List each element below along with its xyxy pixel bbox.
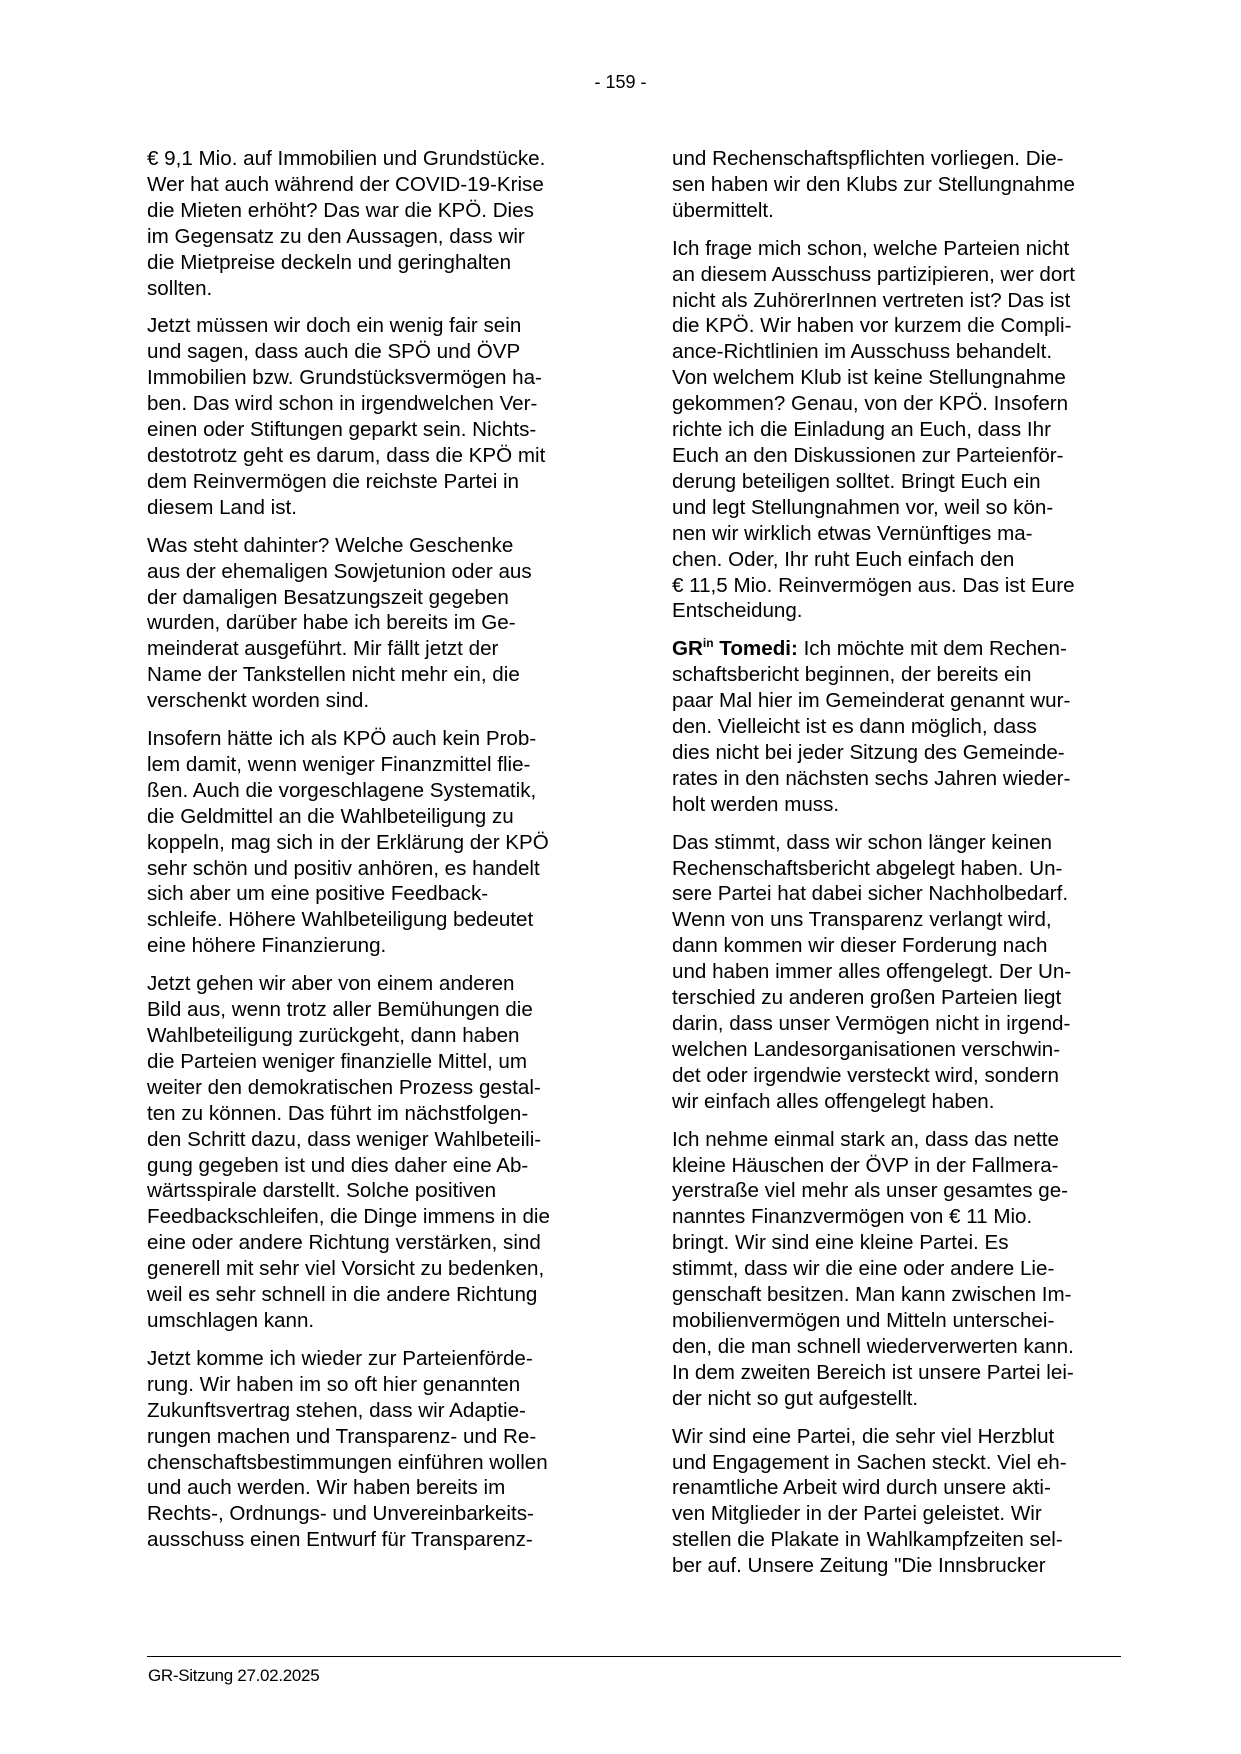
text-line: ven Mitglieder in der Partei geleistet. Wir — [672, 1502, 1042, 1526]
text-line: Ich frage mich schon, welche Parteien nicht — [672, 236, 1070, 260]
text-line: eine höhere Finanzierung. — [147, 934, 387, 958]
text-line: und haben immer alles offengelegt. Der Un- — [672, 960, 1072, 984]
text-line: terschied zu anderen großen Parteien liegt — [672, 986, 1062, 1010]
text-line: den. Vielleicht ist es dann möglich, dass — [672, 715, 1037, 739]
text-line: nen wir wirklich etwas Vernünftiges ma- — [672, 521, 1033, 545]
text-line: ten zu können. Das führt im nächstfolgen- — [147, 1101, 529, 1125]
text-line: die Mietpreise deckeln und geringhalten — [147, 250, 512, 274]
text-line: In dem zweiten Bereich ist unsere Partei lei- — [672, 1360, 1074, 1384]
text-line: schaftsbericht beginnen, der bereits ein — [672, 663, 1032, 687]
text-line: Ich nehme einmal stark an, dass das nette — [672, 1127, 1059, 1151]
text-line: stellen die Plakate in Wahlkampfzeiten sel- — [672, 1528, 1063, 1552]
paragraph — [672, 636, 1132, 817]
text-line: rates in den nächsten sechs Jahren wieder- — [672, 766, 1071, 790]
text-line: dann kommen wir dieser Forderung nach — [672, 934, 1048, 958]
paragraph — [672, 1424, 1132, 1579]
text-line: generell mit sehr viel Vorsicht zu bedenken, — [147, 1257, 545, 1281]
text-line: Was steht dahinter? Welche Geschenke — [147, 533, 514, 557]
paragraph — [147, 726, 607, 959]
speaker-title: GR — [672, 637, 703, 661]
text-line: det oder irgendwie versteckt wird, sondern — [672, 1063, 1059, 1087]
text-line: übermittelt. — [672, 198, 774, 222]
text-line: Bild aus, wenn trotz aller Bemühungen die — [147, 998, 533, 1022]
text-line: koppeln, mag sich in der Erklärung der KPÖ — [147, 830, 549, 854]
text-line: sollten. — [147, 276, 213, 300]
text-line: der nicht so gut aufgestellt. — [672, 1386, 919, 1410]
text-line: Rechts-, Ordnungs- und Unvereinbarkeits- — [147, 1502, 534, 1526]
text-line: sere Partei hat dabei sicher Nachholbedarf. — [672, 882, 1069, 906]
text-line: richte ich die Einladung an Euch, dass Ihr — [672, 418, 1051, 442]
text-line: lem damit, wenn weniger Finanzmittel flie- — [147, 752, 531, 776]
page-number: - 159 - — [594, 72, 647, 92]
text-line: Jetzt müssen wir doch ein wenig fair sein — [147, 314, 522, 338]
text-line: einen oder Stiftungen geparkt sein. Nichts- — [147, 418, 537, 442]
text-line: den, die man schnell wiederverwerten kann. — [672, 1334, 1074, 1358]
text-line: meinderat ausgeführt. Mir fällt jetzt der — [147, 637, 499, 661]
text-line: mobilienvermögen und Mitteln unterschei- — [672, 1308, 1055, 1332]
text-line: die Parteien weniger finanzielle Mittel, um — [147, 1049, 528, 1073]
text-line: wurden, darüber habe ich bereits im Ge- — [147, 611, 516, 635]
text-line: rung. Wir haben im so oft hier genannten — [147, 1372, 521, 1396]
paragraph — [147, 1346, 607, 1553]
text-line: an diesem Ausschuss partizipieren, wer dort — [672, 262, 1075, 286]
text-line: gung gegeben ist und dies daher eine Ab- — [147, 1153, 529, 1177]
paragraph — [147, 313, 607, 520]
text-line: ance-Richtlinien im Ausschuss behandelt. — [672, 340, 1053, 364]
text-line: Wenn von uns Transparenz verlangt wird, — [672, 908, 1052, 932]
text-line: wir einfach alles offengelegt haben. — [672, 1089, 995, 1113]
text-line: nanntes Finanzvermögen von € 11 Mio. — [672, 1205, 1033, 1229]
paragraph — [672, 1127, 1132, 1412]
text-line: umschlagen kann. — [147, 1308, 315, 1332]
text-line: holt werden muss. — [672, 792, 840, 816]
text-line: sich aber um eine positive Feedback- — [147, 882, 489, 906]
text-line: ßen. Auch die vorgeschlagene Systematik, — [147, 778, 537, 802]
paragraph — [672, 146, 1132, 224]
text-line: destotrotz geht es darum, dass die KPÖ mit — [147, 443, 546, 467]
paragraph — [672, 830, 1132, 1115]
text-line: wärtsspirale darstellt. Solche positiven — [147, 1179, 497, 1203]
text-line: gekommen? Genau, von der KPÖ. Insofern — [672, 392, 1069, 416]
footer-session-date: GR-Sitzung 27.02.2025 — [148, 1666, 320, 1685]
text-line: Feedbackschleifen, die Dinge immens in die — [147, 1205, 550, 1229]
text-line: chenschaftsbestimmungen einführen wollen — [147, 1450, 548, 1474]
paragraph — [147, 146, 607, 301]
text-line: Das stimmt, dass wir schon länger keinen — [672, 830, 1052, 854]
text-line: der damaligen Besatzungszeit gegeben — [147, 585, 509, 609]
text-line: stimmt, dass wir die eine oder andere Lie- — [672, 1257, 1055, 1281]
text-line: Immobilien bzw. Grundstücksvermögen ha- — [147, 366, 542, 390]
text-line: verschenkt worden sind. — [147, 689, 370, 713]
text-line: derung beteiligen solltet. Bringt Euch ein — [672, 469, 1041, 493]
text-line: Zukunftsvertrag stehen, dass wir Adaptie- — [147, 1398, 526, 1422]
text-line: Wer hat auch während der COVID-19-Krise — [147, 172, 544, 196]
paragraph — [147, 971, 607, 1334]
text-line: sen haben wir den Klubs zur Stellungnahme — [672, 172, 1075, 196]
text-line: Name der Tankstellen nicht mehr ein, die — [147, 663, 520, 687]
text-line: Insofern hätte ich als KPÖ auch kein Prob- — [147, 727, 537, 751]
text-line: chen. Oder, Ihr ruht Euch einfach den — [672, 547, 1015, 571]
footer-divider — [147, 1656, 1121, 1657]
text-line: genschaft besitzen. Man kann zwischen Im- — [672, 1283, 1072, 1307]
text-line: dem Reinvermögen die reichste Partei in — [147, 469, 520, 493]
left-column — [147, 146, 607, 1565]
speech-text: Ich möchte mit dem Rechen- — [797, 637, 1067, 661]
text-line: diesem Land ist. — [147, 495, 297, 519]
text-line: weil es sehr schnell in die andere Richtung — [147, 1283, 538, 1307]
text-line: € 11,5 Mio. Reinvermögen aus. Das ist Eure — [672, 573, 1075, 597]
text-line: ben. Das wird schon in irgendwelchen Ver- — [147, 392, 538, 416]
text-line: ber auf. Unsere Zeitung "Die Innsbrucker — [672, 1554, 1046, 1578]
text-line: renamtliche Arbeit wird durch unsere akti- — [672, 1476, 1051, 1500]
text-line: Euch an den Diskussionen zur Parteienför- — [672, 443, 1064, 467]
text-line: und Rechenschaftspflichten vorliegen. Die- — [672, 147, 1064, 170]
speaker-name — [672, 637, 798, 660]
text-line: und auch werden. Wir haben bereits im — [147, 1476, 506, 1500]
text-line: Wir sind eine Partei, die sehr viel Herzblut — [672, 1424, 1055, 1448]
text-line: nicht als ZuhörerInnen vertreten ist? Das ist — [672, 288, 1071, 312]
speaker-title-suffix: in — [702, 636, 714, 651]
text-line: ausschuss einen Entwurf für Transparenz- — [147, 1528, 533, 1552]
text-line: Rechenschaftsbericht abgelegt haben. Un- — [672, 856, 1063, 880]
text-line: € 9,1 Mio. auf Immobilien und Grundstücke. — [147, 147, 546, 170]
text-line: Von welchem Klub ist keine Stellungnahme — [672, 366, 1066, 390]
text-line: schleife. Höhere Wahlbeteiligung bedeutet — [147, 908, 534, 932]
text-line: darin, dass unser Vermögen nicht in irgend- — [672, 1012, 1071, 1035]
text-line: bringt. Wir sind eine kleine Partei. Es — [672, 1231, 1009, 1255]
text-line: rungen machen und Transparenz- und Re- — [147, 1424, 537, 1448]
text-line: welchen Landesorganisationen verschwin- — [672, 1037, 1061, 1061]
text-line: Entscheidung. — [672, 599, 803, 623]
text-line: den Schritt dazu, dass weniger Wahlbeteili- — [147, 1127, 542, 1151]
text-line: im Gegensatz zu den Aussagen, dass wir — [147, 224, 525, 248]
text-line: dies nicht bei jeder Sitzung des Gemeinde- — [672, 740, 1065, 764]
text-line: Jetzt komme ich wieder zur Parteienförde- — [147, 1346, 533, 1370]
text-line: Jetzt gehen wir aber von einem anderen — [147, 972, 515, 996]
text-line: sehr schön und positiv anhören, es handelt — [147, 856, 540, 880]
text-line: die KPÖ. Wir haben vor kurzem die Compli- — [672, 314, 1072, 338]
paragraph — [672, 236, 1132, 625]
text-line: yerstraße viel mehr als unser gesamtes ge- — [672, 1179, 1069, 1203]
text-line: und Engagement in Sachen steckt. Viel eh- — [672, 1450, 1067, 1474]
speaker-surname: Tomedi: — [719, 637, 798, 661]
text-line: eine oder andere Richtung verstärken, sind — [147, 1231, 541, 1255]
text-line — [672, 636, 1132, 662]
text-line: aus der ehemaligen Sowjetunion oder aus — [147, 559, 532, 583]
text-line: paar Mal hier im Gemeinderat genannt wur- — [672, 689, 1071, 713]
text-line: die Geldmittel an die Wahlbeteiligung zu — [147, 804, 514, 828]
right-column — [672, 146, 1132, 1591]
paragraph — [147, 533, 607, 714]
text-line: und legt Stellungnahmen vor, weil so kön- — [672, 495, 1054, 519]
text-line: und sagen, dass auch die SPÖ und ÖVP — [147, 340, 521, 364]
text-line: kleine Häuschen der ÖVP in der Fallmera- — [672, 1153, 1059, 1177]
text-line: weiter den demokratischen Prozess gestal- — [147, 1075, 541, 1099]
text-line: die Mieten erhöht? Das war die KPÖ. Dies — [147, 198, 534, 222]
text-line: Wahlbeteiligung zurückgeht, dann haben — [147, 1024, 520, 1047]
